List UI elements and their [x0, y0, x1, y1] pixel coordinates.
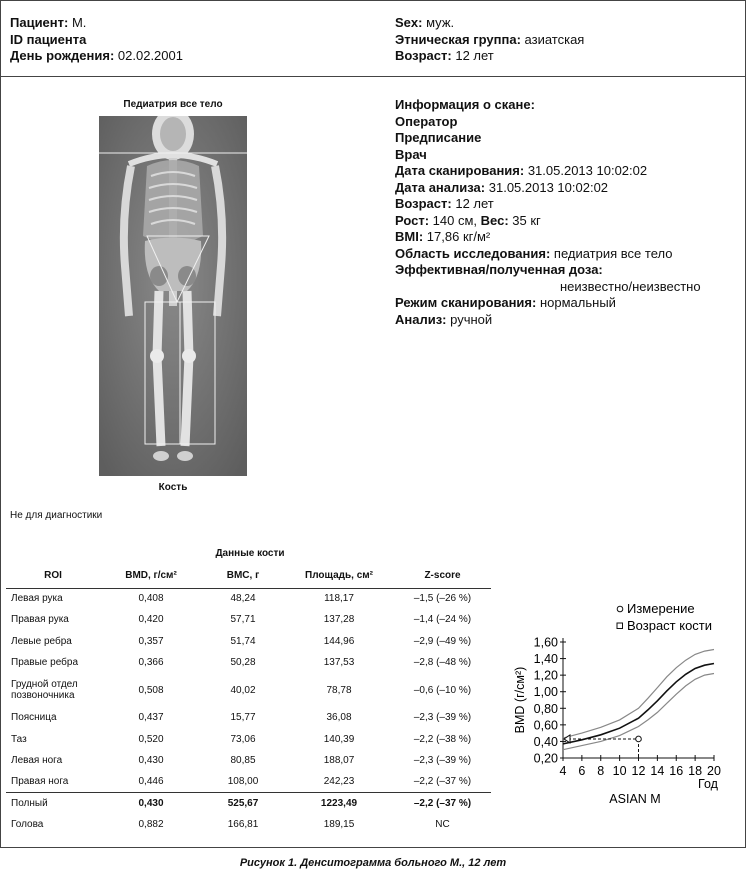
x-tick-label: 12 — [631, 764, 646, 778]
bmc-cell: 57,71 — [230, 614, 256, 626]
area-cell: 36,08 — [326, 712, 352, 724]
bmc-cell: 15,77 — [230, 712, 256, 724]
zscore-cell: –1,5 (–26 %) — [413, 593, 472, 605]
y-tick-label: 1,60 — [533, 635, 558, 650]
table-row — [6, 728, 491, 749]
roi-cell: Правая нога — [11, 775, 69, 787]
roi-cell: Таз — [11, 733, 27, 745]
roi-cell: Грудной отдел позвоночника — [11, 679, 78, 702]
info-mode: Режим сканирования: нормальный — [395, 295, 616, 310]
roi-cell: Левая рука — [11, 593, 63, 605]
bmc-cell: 51,74 — [230, 635, 256, 647]
info-dose-value: неизвестно/неизвестно — [560, 278, 701, 294]
zscore-cell: –1,4 (–24 %) — [413, 614, 472, 626]
bmd-cell: 0,520 — [138, 733, 164, 745]
y-tick-label: 0,40 — [533, 734, 558, 749]
info-scan-date: Дата сканирования: 31.05.2013 10:02:02 — [395, 163, 648, 178]
zscore-cell: NC — [435, 818, 450, 830]
col-zscore: Z-score — [394, 564, 491, 588]
legend-label: Измерение — [627, 601, 695, 616]
patient-header-right — [395, 15, 584, 65]
bmd-cell: 0,430 — [138, 754, 164, 766]
patient-birthday-row: День рождения: 02.02.2001 — [10, 48, 183, 63]
patient-sex-row: Sex: муж. — [395, 15, 455, 30]
zscore-cell: –2,2 (–37 %) — [394, 792, 491, 813]
y-tick-label: 0,80 — [533, 701, 558, 716]
x-tick-label: 16 — [669, 764, 684, 778]
bmc-cell: 73,06 — [230, 733, 256, 745]
y-tick-label: 1,40 — [533, 652, 558, 667]
table-header-row — [6, 564, 491, 588]
bone-data-table — [6, 564, 491, 835]
area-cell: 137,53 — [323, 657, 355, 669]
roi-cell: Голова — [11, 818, 44, 830]
scan-title: Педиатрия все тело — [123, 99, 223, 110]
bmd-cell: 0,408 — [138, 593, 164, 605]
not-diagnostic-note: Не для диагностики — [10, 510, 103, 521]
y-tick-label: 0,60 — [533, 718, 558, 733]
y-tick-label: 0,20 — [533, 751, 558, 766]
table-row — [6, 707, 491, 728]
legend-label: Возраст кости — [627, 618, 713, 633]
area-cell: 78,78 — [326, 684, 352, 696]
info-age: Возраст: 12 лет — [395, 196, 494, 211]
bmd-cell: 0,420 — [138, 614, 164, 626]
roi-cell: Полный — [6, 792, 100, 813]
header-separator — [0, 76, 746, 77]
patient-ethnicity-row: Этническая группа: азиатская — [395, 31, 585, 47]
roi-cell: Правая рука — [11, 614, 69, 626]
scan-caption: Кость — [158, 482, 188, 493]
chart-subtitle: ASIAN M — [609, 792, 661, 806]
table-row — [6, 771, 491, 792]
zscore-cell: –2,3 (–39 %) — [413, 754, 472, 766]
area-cell: 137,28 — [323, 614, 355, 626]
bmd-cell: 0,437 — [138, 712, 164, 724]
x-tick-label: 4 — [559, 764, 567, 778]
x-tick-label: 14 — [650, 764, 665, 778]
table-row — [6, 631, 491, 652]
patient-name-row: Пациент: М. — [10, 15, 87, 30]
area-cell: 1223,49 — [284, 792, 394, 813]
bmd-cell: 0,508 — [138, 684, 164, 696]
bmd-cell: 0,357 — [138, 635, 164, 647]
area-cell: 242,23 — [323, 775, 355, 787]
bmc-cell: 48,24 — [230, 593, 256, 605]
roi-cell: Поясница — [11, 712, 57, 724]
y-axis-label: BMD (г/см²) — [513, 666, 527, 734]
table-row — [6, 814, 491, 835]
zscore-cell: –2,3 (–39 %) — [413, 712, 472, 724]
patient-header-left — [10, 15, 183, 65]
x-tick-label: 20 — [707, 764, 721, 778]
zscore-cell: –2,9 (–49 %) — [413, 635, 472, 647]
x-tick-label: 10 — [612, 764, 627, 778]
x-tick-label: 18 — [688, 764, 703, 778]
figure-caption: Рисунок 1. Денситограмма больного М., 12 лет — [239, 857, 507, 869]
y-tick-label: 1,00 — [533, 685, 558, 700]
table-row — [6, 673, 491, 707]
bmc-cell: 108,00 — [227, 775, 259, 787]
table-row — [6, 792, 491, 813]
x-tick-label: 8 — [597, 764, 605, 778]
table-row — [6, 609, 491, 630]
zscore-cell: –2,8 (–48 %) — [413, 657, 472, 669]
patient-age-row: Возраст: 12 лет — [395, 48, 494, 63]
scan-info — [395, 97, 735, 328]
bmd-age-chart — [500, 596, 740, 816]
bmc-cell: 40,02 — [230, 684, 256, 696]
x-axis-label: Год — [698, 777, 718, 791]
area-cell: 118,17 — [324, 593, 354, 605]
measurement-point — [636, 736, 642, 742]
table-row — [6, 588, 491, 609]
info-title: Информация о скане: — [395, 97, 535, 112]
table-row — [6, 652, 491, 673]
roi-cell: Левая нога — [11, 754, 63, 766]
bmc-cell: 50,28 — [230, 657, 256, 669]
bone-data-title: Данные кости — [215, 548, 285, 559]
roi-cell: Правые ребра — [11, 657, 79, 669]
info-dose-label: Эффективная/полученная доза: — [395, 262, 603, 277]
legend-square-icon — [617, 623, 623, 629]
area-cell: 144,96 — [323, 635, 355, 647]
table-row — [6, 750, 491, 771]
legend-circle-icon — [617, 606, 623, 612]
info-region: Область исследования: педиатрия все тело — [395, 245, 673, 261]
reference-curve-2 — [563, 650, 714, 739]
bmd-cell: 0,446 — [138, 775, 164, 787]
zscore-cell: –2,2 (–37 %) — [413, 775, 472, 787]
zscore-cell: –0,6 (–10 %) — [413, 684, 472, 696]
skeleton-icon — [99, 116, 247, 476]
col-bmc: BMC, г — [202, 564, 284, 588]
area-cell: 188,07 — [323, 754, 355, 766]
roi-cell: Левые ребра — [11, 635, 72, 647]
bmd-cell: 0,430 — [100, 792, 202, 813]
bmd-cell: 0,882 — [138, 818, 164, 830]
col-bmd: BMD, г/см² — [100, 564, 202, 588]
info-analysis: Анализ: ручной — [395, 311, 493, 327]
area-cell: 140,39 — [323, 733, 355, 745]
col-roi: ROI — [6, 564, 100, 588]
info-doctor: Врач — [395, 146, 427, 162]
bmd-cell: 0,366 — [138, 657, 164, 669]
x-tick-label: 6 — [578, 764, 586, 778]
info-prescription: Предписание — [395, 130, 482, 145]
dxa-scan-image — [99, 116, 247, 476]
area-cell: 189,15 — [323, 818, 355, 830]
bmc-cell: 80,85 — [230, 754, 256, 766]
info-operator: Оператор — [395, 113, 458, 129]
patient-id-row: ID пациента — [10, 31, 87, 47]
y-tick-label: 1,20 — [533, 668, 558, 683]
zscore-cell: –2,2 (–38 %) — [413, 733, 472, 745]
bmc-cell: 525,67 — [202, 792, 284, 813]
info-height-weight: Рост: 140 см, Вес: 35 кг — [395, 212, 541, 228]
bmc-cell: 166,81 — [227, 818, 259, 830]
info-analysis-date: Дата анализа: 31.05.2013 10:02:02 — [395, 179, 609, 195]
col-area: Площадь, см² — [284, 564, 394, 588]
info-bmi: BMI: 17,86 кг/м² — [395, 229, 491, 244]
